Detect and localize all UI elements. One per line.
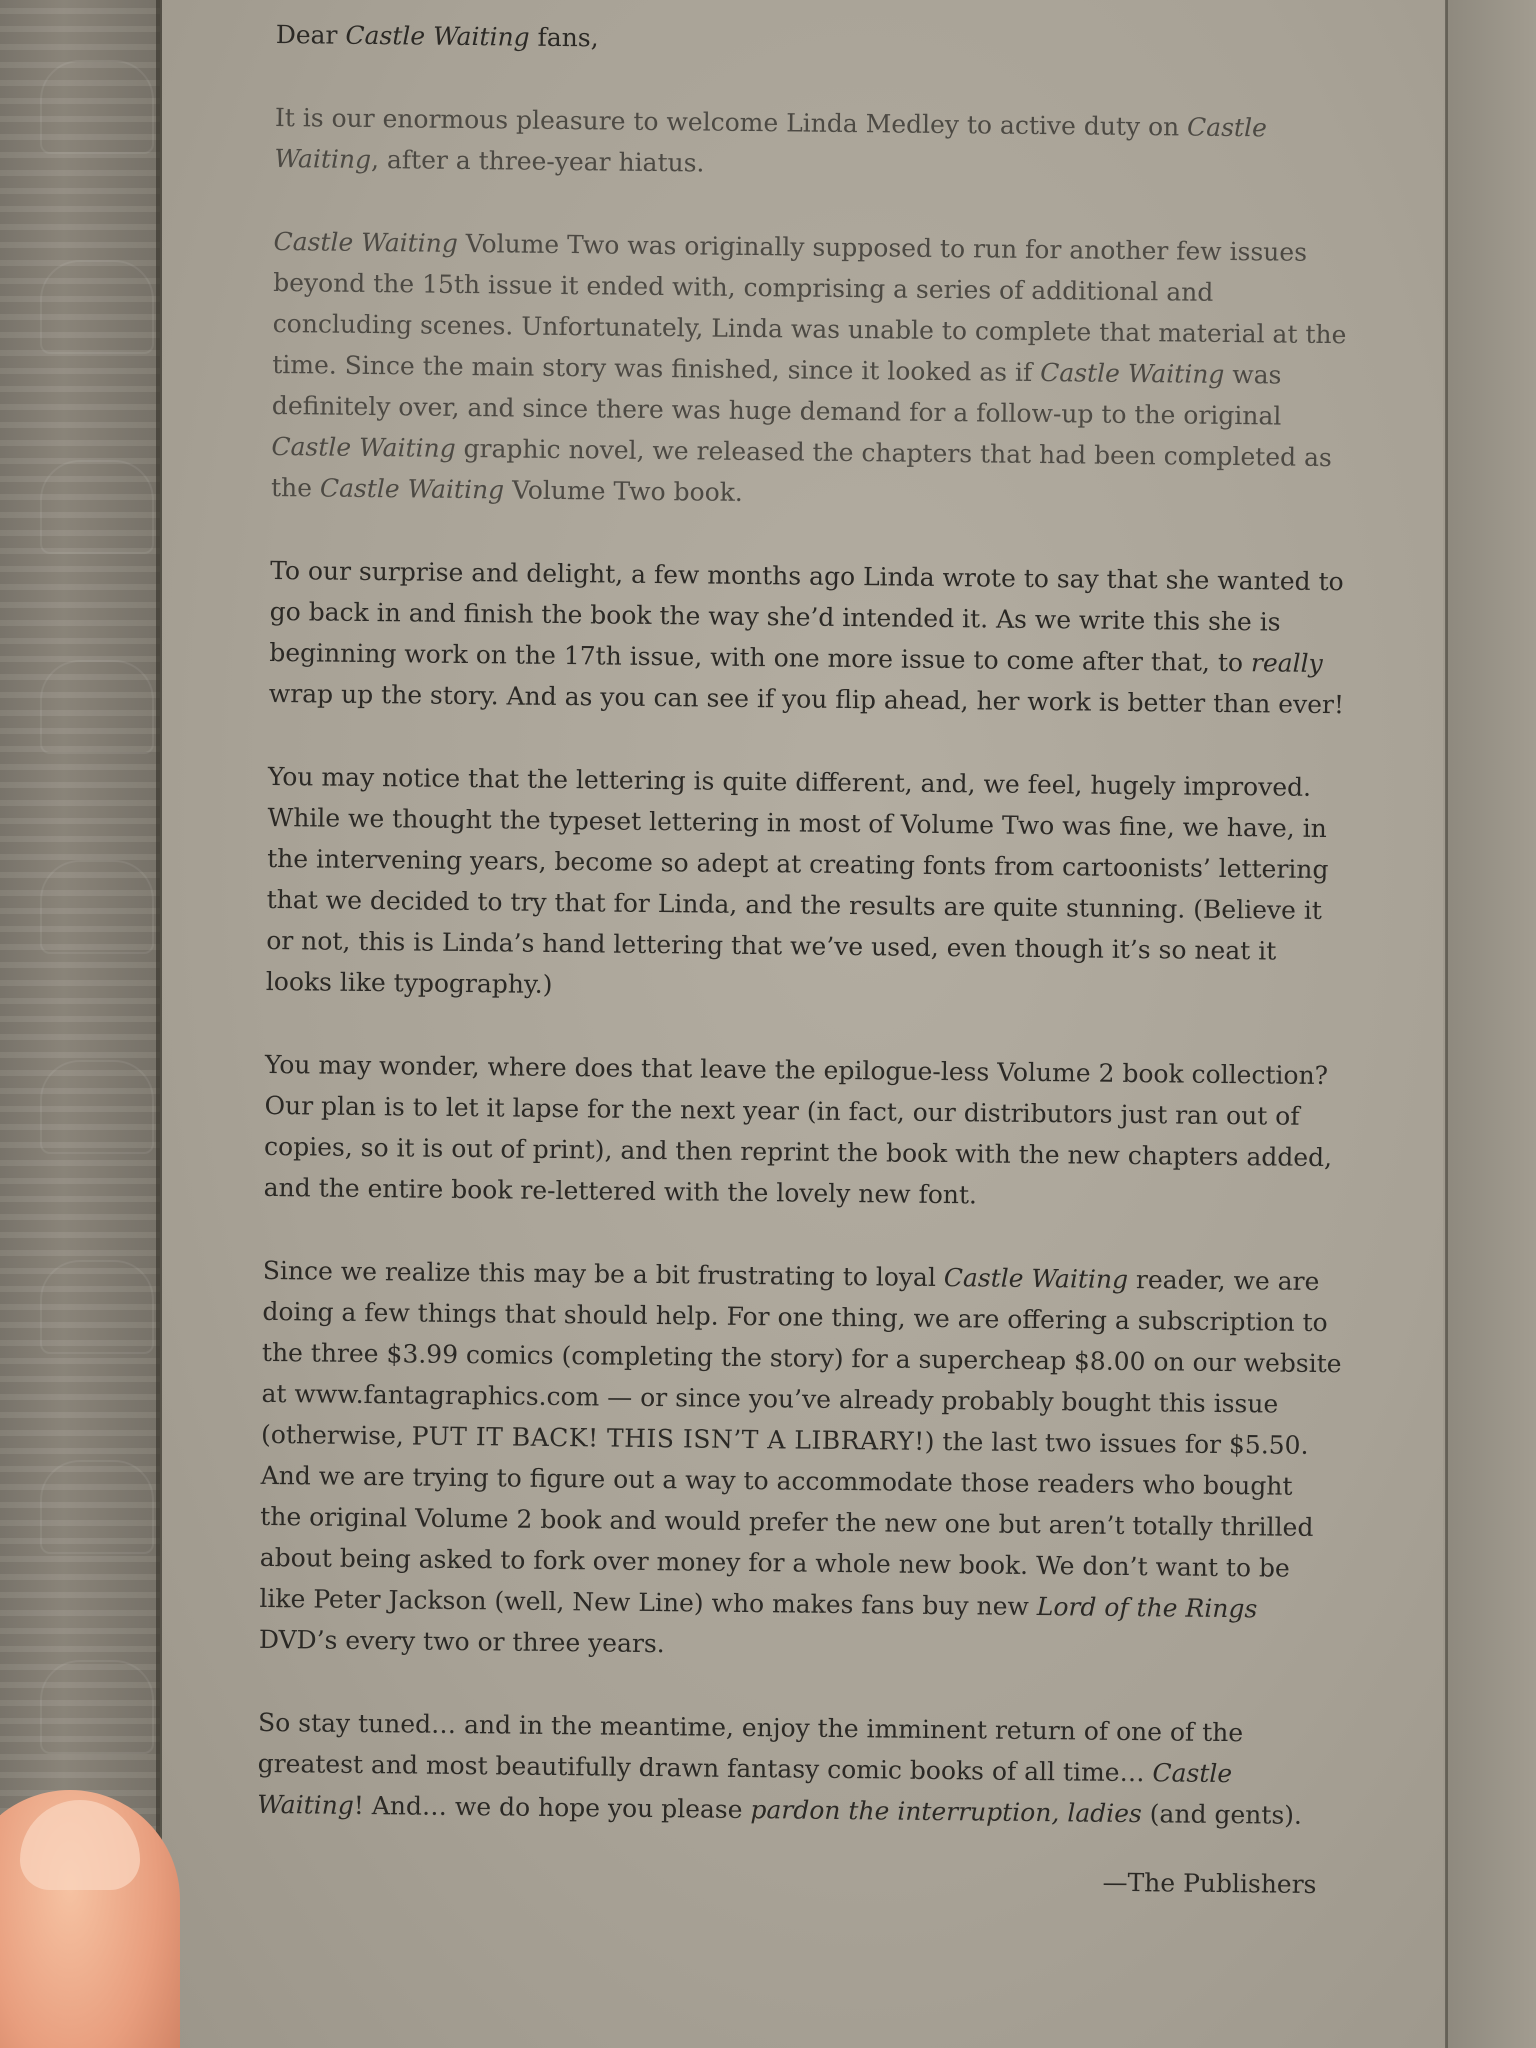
- paragraph-welcome: It is our enormous pleasure to welcome Linda Medley to active duty on Castle Waiting, after a three-year hiatus.: [274, 102, 1267, 178]
- ornament-motif: [40, 260, 154, 354]
- signature: —The Publishers: [1102, 1867, 1317, 1899]
- ornament-motif: [40, 1460, 154, 1554]
- panel-border-right: [1445, 0, 1448, 2048]
- ornament-motif: [40, 1260, 154, 1354]
- book-title: Castle Waiting: [345, 20, 530, 52]
- book-title: Castle Waiting: [319, 473, 505, 505]
- book-title: Castle Waiting: [274, 112, 1267, 175]
- book-title: Castle Waiting: [1040, 358, 1225, 389]
- ornamental-left-border: [0, 0, 160, 2048]
- paragraph-lettering: You may notice that the lettering is quite different, and, we feel, hugely improved. While we thought the typeset lettering in most of Volume Two was fine, we have, in the intervening years, become so adept at creating fonts from cartoonists’ lettering that we decided to try that for Linda, and the results are quite stunning. (Believe it or not, this is Linda’s hand lettering that we’ve used, even though it’s so neat it looks like typography.): [265, 761, 1329, 999]
- film-title: Lord of the Rings: [1036, 1592, 1258, 1624]
- book-title: Castle Waiting: [257, 1758, 1233, 1820]
- paragraph-volume-2-collection: You may wonder, where does that leave the epilogue-less Volume 2 book collection? Our plan is to let it lapse for the next year (in fact, our distributors just ran out of copies, so it is out of print), and then reprint the book with the new chapters added, and the entire book re-lettered with the lovely new font.: [263, 1049, 1333, 1210]
- ornament-motif: [40, 660, 154, 754]
- book-title: Castle Waiting: [943, 1263, 1129, 1294]
- book-title: Castle Waiting: [271, 431, 456, 463]
- ornamental-right-border: [1446, 0, 1536, 2048]
- book-title: Castle Waiting: [273, 226, 458, 258]
- paragraph-volume-two: Castle Waiting Volume Two was originally supposed to run for another few issues beyond the 15th issue it ended with, comprising a series of additional and concluding scenes. Unfortunately, Linda was unable to complete that material at the time. Since the main story was finished, since it looked as if Castle Waiting was definitely over, and since there was huge demand for a follow-up to the original Castle Waiting graphic novel, we released the chapters that had been completed as the Castle Waiting Volume Two book.: [270, 226, 1347, 507]
- ornament-motif: [40, 460, 154, 554]
- ornament-motif: [40, 1660, 154, 1754]
- emphasis: really: [1250, 648, 1323, 678]
- publishers-letter: [256, 14, 1356, 1905]
- letter-greeting: Dear Castle Waiting fans,: [275, 19, 599, 53]
- paragraph-subscription: Since we realize this may be a bit frustrating to loyal Castle Waiting reader, we are doing a few things that should help. For one thing, we are offering a subscription to the three $3.99 comics (completing the story) for a supercheap $8.00 on our website at www.fantagraphics.com — or since you’ve already probably bought this issue (otherwise, PUT IT BACK! THIS ISN’T A LIBRARY!) the last two issues for $5.50. And we are trying to figure out a way to accommodate those readers who bought the original Volume 2 book and would prefer the new one but aren’t totally thrilled about being asked to fork over money for a whole new book. We don’t want to be like Peter Jackson (well, New Line) who makes fans buy new Lord of the Rings DVD’s every two or three years.: [258, 1255, 1342, 1659]
- ornament-motif: [40, 60, 154, 154]
- emphasis: pardon the interruption, ladies: [750, 1795, 1142, 1829]
- shout-text: PUT IT BACK! THIS ISN’T A LIBRARY!: [411, 1421, 925, 1456]
- ornament-motif: [40, 1060, 154, 1154]
- paragraph-stay-tuned: So stay tuned… and in the meantime, enjoy the imminent return of one of the greatest and most beautifully drawn fantasy comic books of all time… Castle Waiting! And… we do hope you please pardon the interruption, ladies (and gents).: [257, 1707, 1303, 1830]
- paragraph-surprise: To our surprise and delight, a few months ago Linda wrote to say that she wanted to go back in and finish the book the way she’d intended it. As we write this she is beginning work on the 17th issue, with one more issue to come after that, to really wrap up the story. And as you can see if you flip ahead, her work is better than ever!: [268, 555, 1345, 720]
- ornament-motif: [40, 860, 154, 954]
